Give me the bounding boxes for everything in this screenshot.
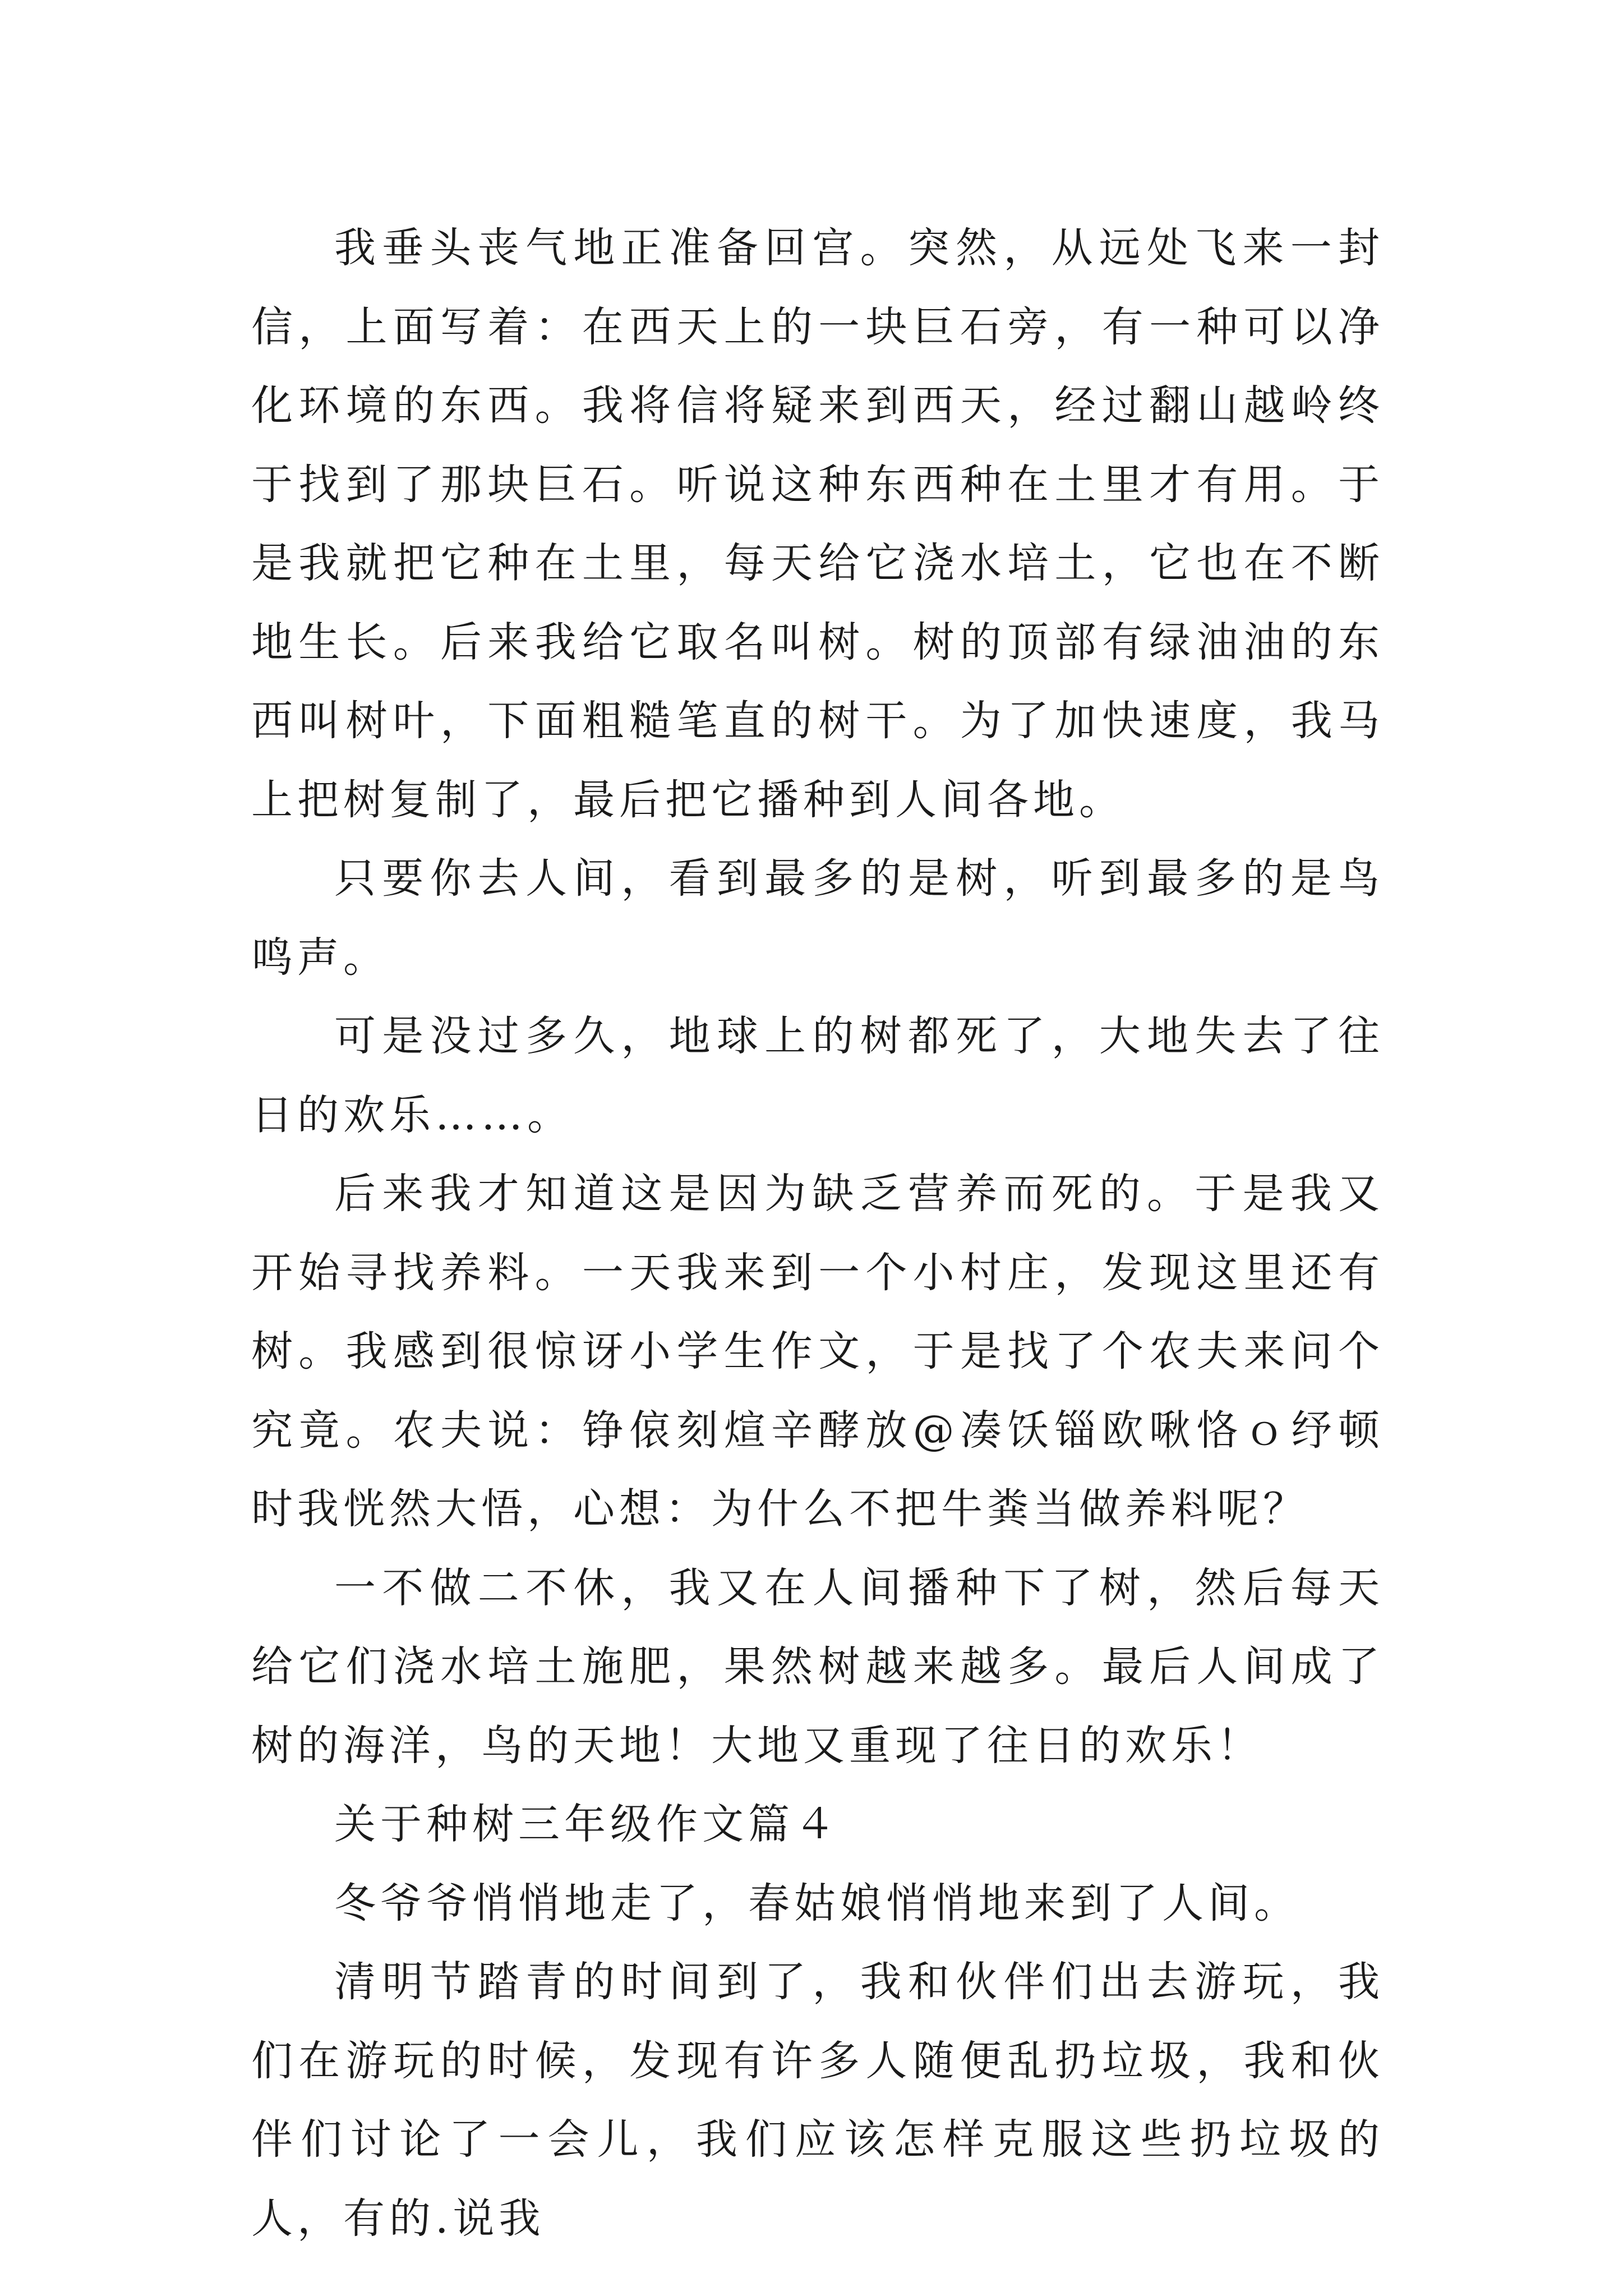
paragraph-1: 我垂头丧气地正准备回宫。突然，从远处飞来一封信，上面写着：在西天上的一块巨石旁，有一种可以净化环境的东西。我将信将疑来到西天，经过翻山越岭终于找到了那块巨石。听说这种东西种在土里才有用。于是我就把它种在土里，每天给它浇水培土，它也在不断地生长。后来我给它取名叫树。树的顶部有绿油油的东西叫树叶，下面粗糙笔直的树干。为了加快速度，我马上把树复制了，最后把它播种到人间各地。 (251, 224, 1384, 824)
document-body (251, 209, 1384, 2258)
paragraph-7: 清明节踏青的时间到了，我和伙伴们出去游玩，我们在游玩的时候，发现有许多人随便乱扔垃圾，我和伙伴们讨论了一会儿，我们应该怎样克服这些扔垃圾的人，有的.说我 (251, 1958, 1384, 2243)
section-heading: 关于种树三年级作文篇４ (334, 1800, 840, 1848)
paragraph-4: 后来我才知道这是因为缺乏营养而死的。于是我又开始寻找养料。一天我来到一个小村庄，发现这里还有树。我感到很惊讶小学生作文，于是找了个农夫来问个究竟。农夫说：铮偯刻煊辛酵放@凑饫锱欧啾恪ｏ纾顿时我恍然大悟，心想：为什么不把牛粪当做养料呢？ (251, 1170, 1384, 1533)
paragraph-6: 冬爷爷悄悄地走了，春姑娘悄悄地来到了人间。 (334, 1879, 1300, 1927)
paragraph-5: 一不做二不休，我又在人间播种下了树，然后每天给它们浇水培土施肥，果然树越来越多。最后人间成了树的海洋，鸟的天地！大地又重现了往日的欢乐！ (251, 1563, 1384, 1770)
paragraph-3: 可是没过多久，地球上的树都死了，大地失去了往日的欢乐……。 (251, 1012, 1384, 1139)
paragraph-2: 只要你去人间，看到最多的是树，听到最多的是鸟鸣声。 (251, 854, 1384, 982)
